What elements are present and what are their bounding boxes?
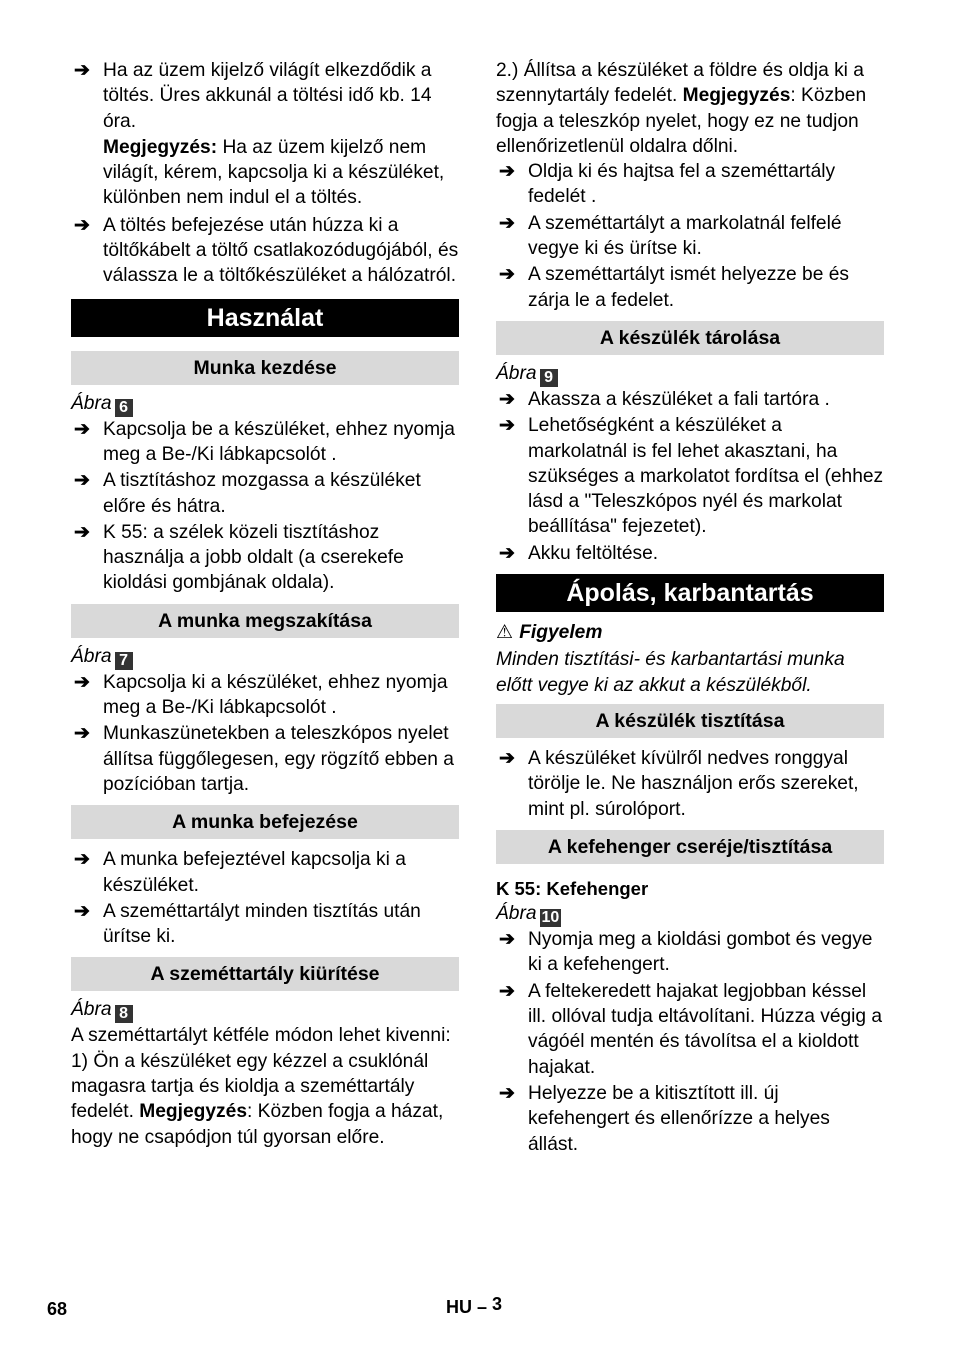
arrow-icon: ➔: [74, 470, 90, 492]
arrow-icon: ➔: [74, 214, 90, 236]
warning-title: ⚠ Figyelem: [496, 622, 603, 644]
bullet-item: ➔ A munka befejeztével kapcsolja ki a készüléket.: [74, 849, 406, 896]
section-heading: A készülék tisztítása: [496, 704, 884, 738]
chapter-heading: Használat: [71, 299, 459, 337]
bullet-item: ➔ A feltekeredett hajakat legjobban késsel ill. ollóval tudja eltávolítani. Húzza végig a vágóél mentén és távolítsa el a kioldott hajakat.: [499, 980, 883, 1078]
paragraph: 1) Ön a készüléket egy kézzel a csuklónál magasra tartja és kioldja a szeméttartály fedelét. Megjegyzés: Közben fogja a házat, hogy ne csapódjon túl gyorsan előre.: [71, 1050, 444, 1148]
arrow-icon: ➔: [499, 980, 515, 1002]
figure-ref: Ábra 8: [71, 997, 459, 1023]
bullet-item: ➔ Oldja ki és hajtsa fel a szeméttartály fedelét .: [499, 161, 836, 208]
page-number: 68: [47, 1299, 68, 1319]
section-heading: Munka kezdése: [71, 351, 459, 385]
right-column: [496, 58, 884, 1158]
bullet-item: ➔ A szeméttartályt ismét helyezze be és zárja le a fedelet.: [499, 264, 849, 311]
bullet-item: ➔ Ha az üzem kijelző világít elkezdődik a töltés. Üres akkunál a töltési idő kb. 14 óra.: [74, 60, 432, 132]
arrow-icon: ➔: [74, 521, 90, 543]
paragraph: 2.) Állítsa a készüléket a földre és oldja ki a szennytartály fedelét. Megjegyzés: Közben fogja a teleszkóp nyelet, hogy ez ne tudjon ellenőrizetlenül oldalra dőlni.: [496, 60, 867, 157]
arrow-icon: ➔: [499, 161, 515, 183]
bullet-item: ➔ K 55: a szélek közeli tisztításhoz használja a jobb oldalt (a cserekefe kioldási gombjának oldala).: [74, 521, 404, 594]
arrow-icon: ➔: [74, 900, 90, 922]
chapter-heading: Ápolás, karbantartás: [496, 574, 884, 612]
arrow-icon: ➔: [74, 60, 90, 81]
bullet-item: ➔ A szeméttartályt minden tisztítás után ürítse ki.: [74, 900, 421, 948]
bullet-item: ➔ A töltés befejezése után húzza ki a töltőkábelt a töltő csatlakozódugójából, és válassza le a töltőkészüléket a hálózatról.: [74, 214, 459, 287]
arrow-icon: ➔: [499, 388, 515, 410]
figure-number: 10: [541, 909, 560, 927]
figure-ref: Ábra 6: [71, 391, 459, 417]
arrow-icon: ➔: [499, 212, 515, 234]
arrow-icon: ➔: [499, 264, 515, 286]
figure-number: 7: [115, 652, 133, 670]
arrow-icon: ➔: [74, 671, 90, 693]
warning-text: Minden tisztítási- és karbantartási munka előtt vegye ki az akkut a készülékből.: [496, 649, 845, 696]
bullet-item: ➔ Lehetőségként a készüléket a markolatnál is fel lehet akasztani, ha szükséges a markolatot fordítsa el (ehhez lásd a "Teleszkópos nyél és markolat beállítása" fejezetet).: [499, 415, 884, 538]
figure-number: 6: [115, 399, 133, 417]
arrow-icon: ➔: [499, 929, 515, 951]
bullet-item: ➔ Kapcsolja be a készüléket, ehhez nyomja meg a Be-/Ki lábkapcsolót .: [74, 418, 455, 465]
arrow-icon: ➔: [499, 1082, 515, 1104]
figure-number: 9: [540, 369, 558, 387]
section-heading: A munka befejezése: [71, 805, 459, 839]
figure-ref: Ábra 10: [496, 903, 560, 927]
bullet-item: ➔ Kapcsolja ki a készüléket, ehhez nyomja meg a Be-/Ki lábkapcsolót .: [74, 671, 448, 719]
bullet-item: ➔ A tisztításhoz mozgassa a készüléket előre és hátra.: [74, 470, 421, 517]
warning-icon: ⚠: [496, 622, 514, 644]
section-heading: A munka megszakítása: [71, 604, 459, 638]
section-heading: A kefehenger cseréje/tisztítása: [496, 830, 884, 864]
bullet-item: ➔ A készüléket kívülről nedves ronggyal törölje le. Ne használjon erős szereket, mint pl. súrolóport.: [499, 747, 859, 820]
arrow-icon: ➔: [74, 849, 90, 871]
figure-number: 8: [115, 1005, 133, 1023]
subheading: K 55: Kefehenger: [496, 877, 649, 899]
bullet-item: ➔ Nyomja meg a kioldási gombot és vegye ki a kefehengert.: [499, 929, 873, 976]
bullet-item: ➔ Akku feltöltése.: [496, 541, 884, 566]
left-column: [71, 58, 459, 1150]
arrow-icon: ➔: [74, 418, 90, 440]
note: Megjegyzés: Ha az üzem kijelző nem világít, kérem, kapcsolja ki a készüléket, különben nem indul el a töltés.: [103, 136, 445, 209]
arrow-icon: ➔: [499, 415, 515, 437]
section-heading: A készülék tárolása: [496, 321, 884, 355]
arrow-icon: ➔: [499, 542, 515, 564]
section-heading: A szeméttartály kiürítése: [71, 957, 459, 991]
footer-section-label: HU – 3: [446, 1294, 503, 1317]
bullet-item: ➔ Helyezze be a kitisztított ill. új kefehengert és ellenőrízze a helyes állást.: [499, 1082, 830, 1155]
figure-ref: Ábra 9: [496, 361, 884, 387]
bullet-item: ➔ Akassza a készüléket a fali tartóra .: [496, 387, 884, 412]
arrow-icon: ➔: [499, 747, 515, 769]
bullet-item: ➔ A szeméttartályt a markolatnál felfelé vegye ki és ürítse ki.: [499, 212, 842, 260]
paragraph: A szeméttartályt kétféle módon lehet kivenni:: [71, 1025, 451, 1047]
arrow-icon: ➔: [74, 723, 90, 745]
figure-ref: Ábra 7: [71, 644, 459, 670]
bullet-item: ➔ Munkaszünetekben a teleszkópos nyelet állítsa függőlegesen, egy rögzítő ebben a pozícióban tartja.: [74, 723, 454, 795]
